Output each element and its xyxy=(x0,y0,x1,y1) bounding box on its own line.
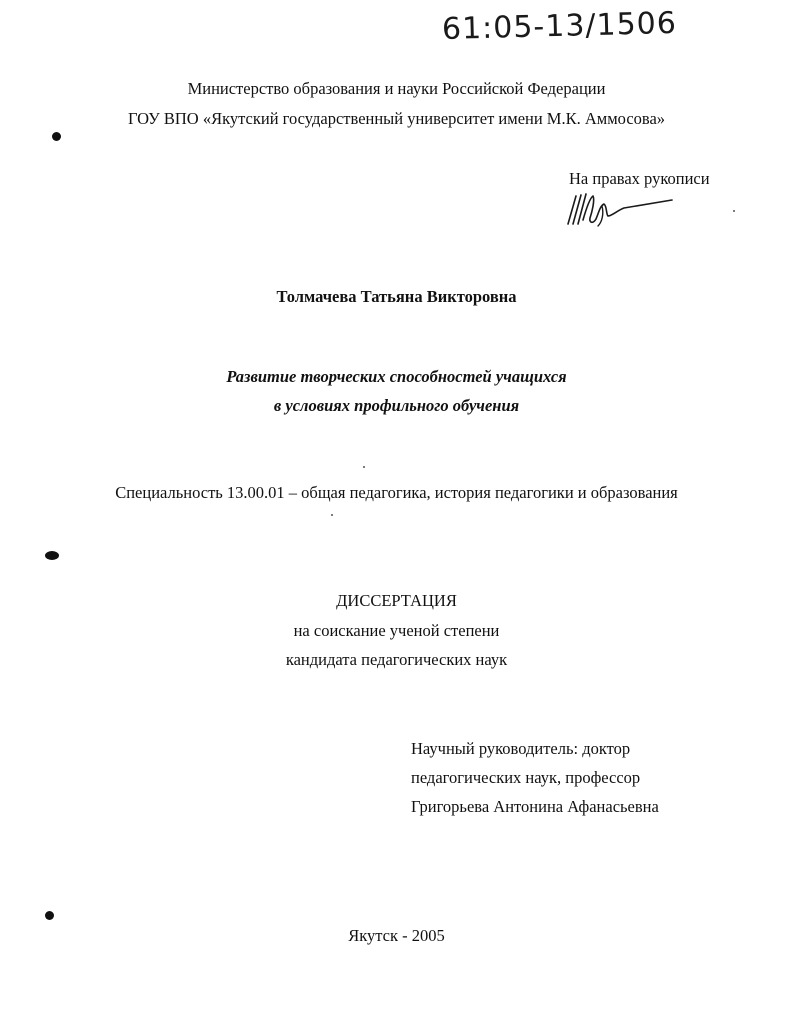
title-line-2: в условиях профильного обучения xyxy=(273,396,520,415)
manuscript-rights: На правах рукописи xyxy=(569,169,710,188)
scan-speck xyxy=(363,466,365,468)
supervisor-name: Григорьева Антонина Афанасьевна xyxy=(411,797,659,816)
scan-speck xyxy=(331,514,333,516)
specialty-line: Специальность 13.00.01 – общая педагогика, история педагогики и образования xyxy=(115,483,678,502)
university-line: ГОУ ВПО «Якутский государственный университет имени М.К. Аммосова» xyxy=(127,109,666,128)
punch-hole-mark xyxy=(45,911,54,920)
degree-line-1: на соискание ученой степени xyxy=(293,621,500,640)
archive-code: 61:05-13/1506 xyxy=(441,5,678,47)
punch-hole-mark xyxy=(45,551,59,560)
title-line-1: Развитие творческих способностей учащихся xyxy=(226,367,567,386)
supervisor-line-1: Научный руководитель: доктор xyxy=(411,739,631,758)
scan-speck xyxy=(733,210,735,212)
supervisor-line-2: педагогических наук, профессор xyxy=(411,768,641,787)
dissertation-label: ДИССЕРТАЦИЯ xyxy=(336,591,457,610)
signature-image xyxy=(562,186,680,228)
degree-line-2: кандидата педагогических наук xyxy=(285,650,508,669)
author-name: Толмачева Татьяна Викторовна xyxy=(276,287,517,306)
city-year: Якутск - 2005 xyxy=(348,926,445,945)
punch-hole-mark xyxy=(52,132,61,141)
ministry-line: Министерство образования и науки Российской Федерации xyxy=(187,79,606,98)
